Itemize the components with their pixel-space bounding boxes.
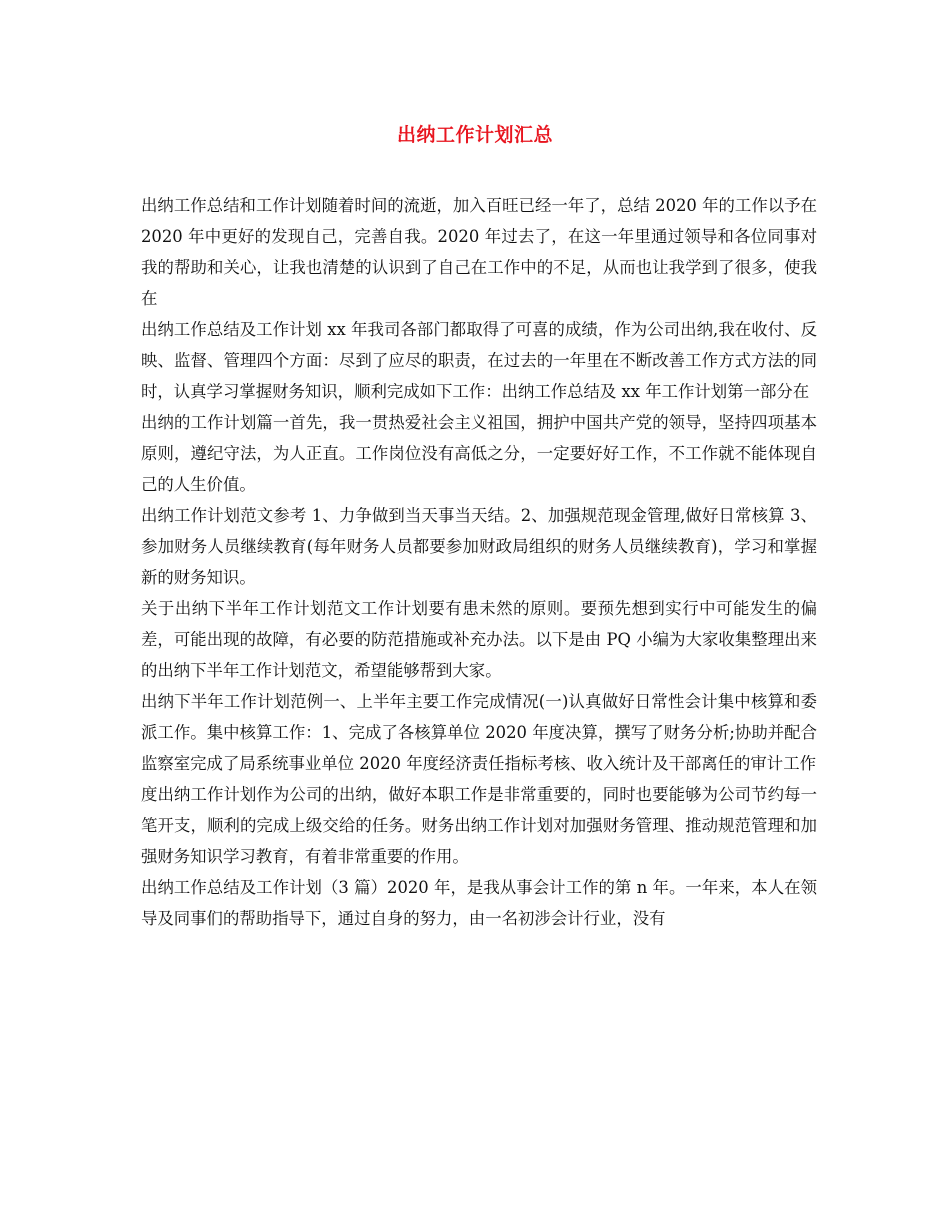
paragraph-7: 度出纳工作计划作为公司的出纳，做好本职工作是非常重要的，同时也要能够为公司节约每一笔开支，顺利的完成上级交给的任务。财务出纳工作计划对加强财务管理、推动规范管理和加强财务知识学习教育，有着非常重要的作用。: [141, 785, 817, 866]
paragraph-4: 出纳工作计划范文参考 1、力争做到当天事当天结。2、加强规范现金管理,做好日常核算 3、参加财务人员继续教育(每年财务人员都要参加财政局组织的财务人员继续教育)，学习和掌握新的财务知识。: [141, 506, 817, 587]
paragraph-3: 出纳的工作计划篇一首先，我一贯热爱社会主义祖国，拥护中国共产党的领导，坚持四项基本原则，遵纪守法，为人正直。工作岗位没有高低之分，一定要好好工作，不工作就不能体现自己的人生价值。: [141, 413, 817, 494]
document-body: [141, 190, 817, 934]
paragraph-2: 出纳工作总结及工作计划 xx 年我司各部门都取得了可喜的成绩，作为公司出纳,我在收付、反映、监督、管理四个方面：尽到了应尽的职责，在过去的一年里在不断改善工作方式方法的同时，认真学习掌握财务知识，顺利完成如下工作：出纳工作总结及 xx 年工作计划第一部分在: [141, 320, 817, 401]
document-title: 出纳工作计划汇总: [396, 124, 553, 146]
paragraph-5: 关于出纳下半年工作计划范文工作计划要有患未然的原则。要预先想到实行中可能发生的偏差，可能出现的故障，有必要的防范措施或补充办法。以下是由 PQ 小编为大家收集整理出来的出纳下半年工作计划范文，希望能够帮到大家。: [141, 599, 817, 680]
paragraph-8: 出纳工作总结及工作计划（3 篇）2020 年，是我从事会计工作的第 n 年。一年来，本人在领导及同事们的帮助指导下，通过自身的努力，由一名初涉会计行业，没有: [141, 878, 817, 928]
paragraph-6: 出纳下半年工作计划范例一、上半年主要工作完成情况(一)认真做好日常性会计集中核算和委派工作。集中核算工作：1、完成了各核算单位 2020 年度决算，撰写了财务分析;协助并配合监察室完成了局系统事业单位 2020 年度经济责任指标考核、收入统计及干部离任的审计工作: [141, 692, 817, 773]
paragraph-1: 出纳工作总结和工作计划随着时间的流逝，加入百旺已经一年了，总结 2020 年的工作以予在 2020 年中更好的发现自己，完善自我。2020 年过去了，在这一年里通过领导和各位同事对我的帮助和关心，让我也清楚的认识到了自己在工作中的不足，从而也让我学到了很多，使我在: [141, 196, 817, 308]
